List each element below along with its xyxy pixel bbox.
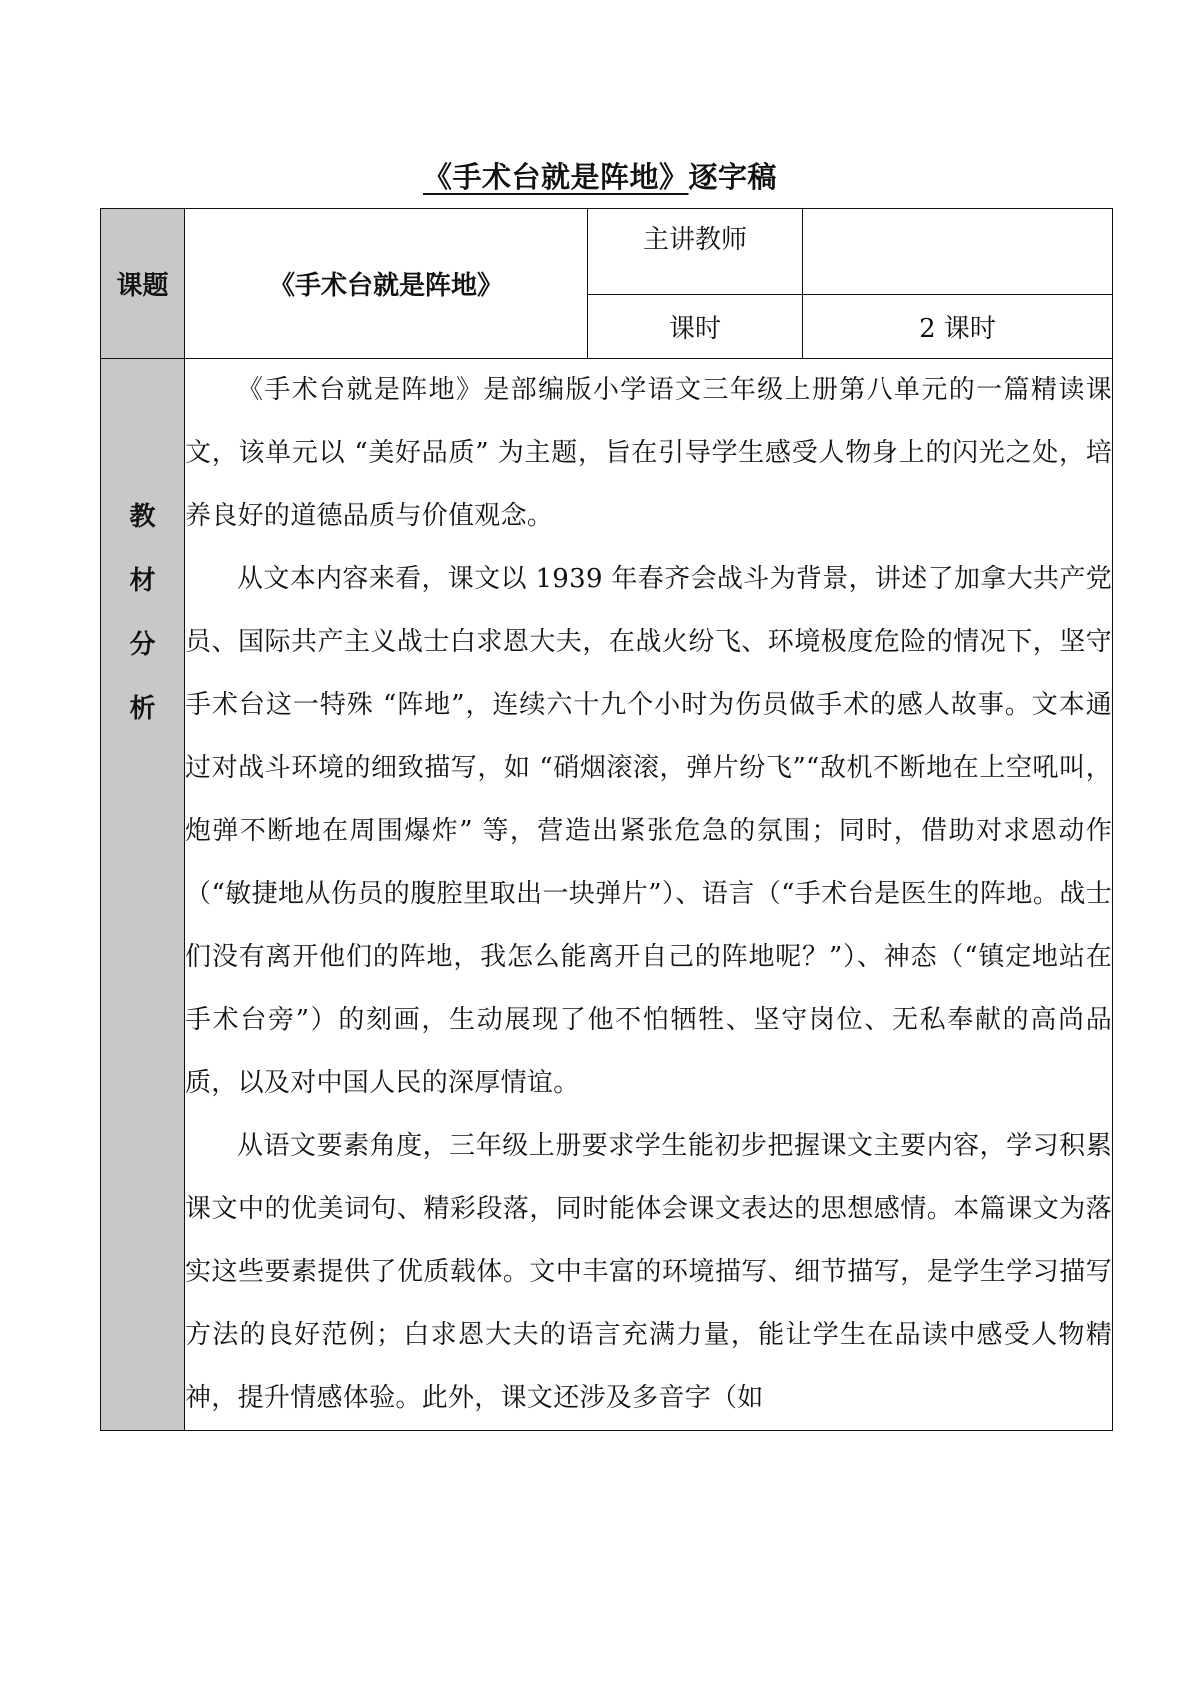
analysis-paragraph: 《手术台就是阵地》是部编版小学语文三年级上册第八单元的一篇精读课文，该单元以 “美好品质” 为主题，旨在引导学生感受人物身上的闪光之处，培养良好的道德品质与价值观念。 xyxy=(185,375,1112,531)
topic-label-cell xyxy=(101,209,185,359)
analysis-label-cell xyxy=(101,359,185,1431)
teacher-value-cell xyxy=(803,209,1113,295)
document-title-underlined: 《手术台就是阵地》 xyxy=(422,160,689,194)
teacher-label: 主讲教师 xyxy=(642,225,747,255)
analysis-content-cell xyxy=(185,359,1113,1431)
analysis-paragraph: 从文本内容来看，课文以 1939 年春齐会战斗为背景，讲述了加拿大共产党员、国际共产主义战士白求恩大夫，在战火纷飞、环境极度危险的情况下，坚守手术台这一特殊 “阵地”，连续六十九个小时为伤员做手术的感人故事。文本通过对战斗环境的细致描写，如 “硝烟滚滚，弹片纷飞”“敌机不断地在上空吼叫，炮弹不断地在周围爆炸” 等，营造出紧张危急的氛围；同时，借助对求恩动作（“敏捷地从伤员的腹腔里取出一块弹片”）、语言（“手术台是医生的阵地。战士们没有离开他们的阵地，我怎么能离开自己的阵地呢？”）、神态（“镇定地站在手术台旁”）的刻画，生动展现了他不怕牺牲、坚守岗位、无私奉献的高尚品质，以及对中国人民的深厚情谊。 xyxy=(185,564,1112,1098)
document-title-suffix: 逐字稿 xyxy=(688,160,778,194)
topic-label: 课题 xyxy=(116,271,169,301)
period-label: 课时 xyxy=(668,314,721,344)
period-value: 2 课时 xyxy=(919,314,996,344)
document-title xyxy=(0,157,1200,197)
lesson-table xyxy=(100,208,1113,1431)
analysis-label-line1: 教材 xyxy=(129,502,168,596)
topic-value-cell xyxy=(185,209,588,359)
analysis-label-line2: 分析 xyxy=(129,630,168,724)
teacher-label-cell xyxy=(588,209,803,295)
period-value-cell xyxy=(803,295,1113,359)
period-label-cell xyxy=(588,295,803,359)
analysis-paragraph: 从语文要素角度，三年级上册要求学生能初步把握课文主要内容，学习积累课文中的优美词句、精彩段落，同时能体会课文表达的思想感情。本篇课文为落实这些要素提供了优质载体。文中丰富的环境描写、细节描写，是学生学习描写方法的良好范例；白求恩大夫的语言充满力量，能让学生在品读中感受人物精神，提升情感体验。此外，课文还涉及多音字（如 xyxy=(185,1131,1112,1413)
topic-value: 《手术台就是阵地》 xyxy=(268,271,503,301)
